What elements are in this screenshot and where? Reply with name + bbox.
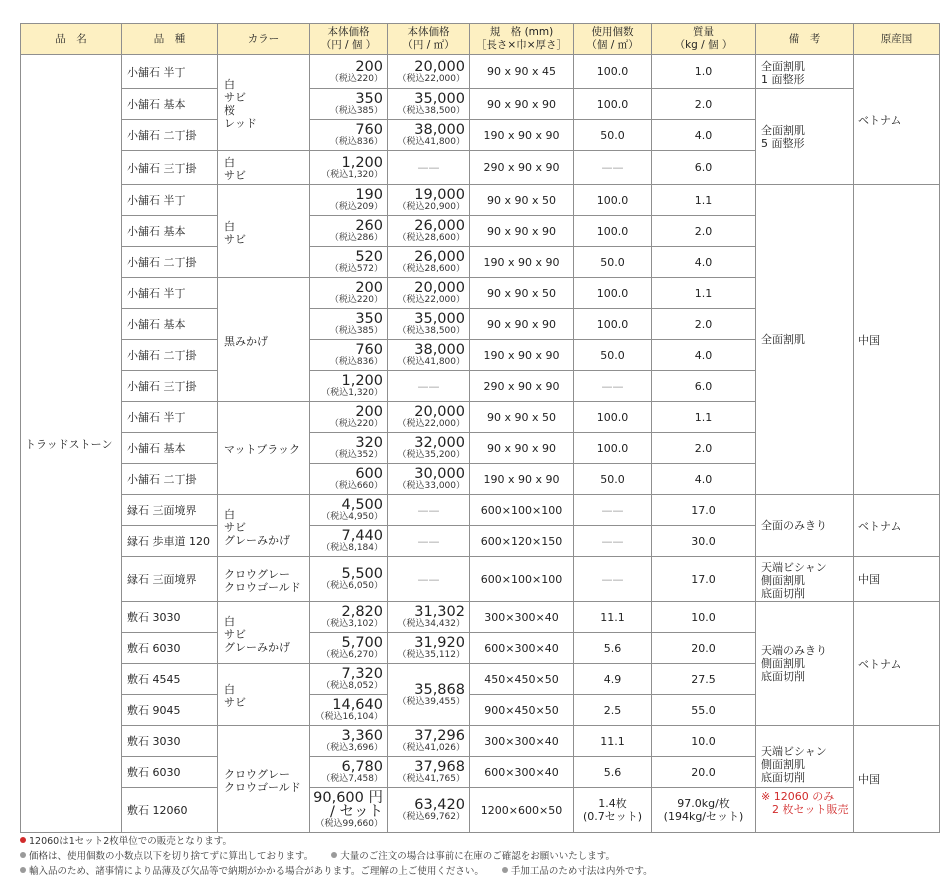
kind-cell: 敷石 6030 — [122, 633, 218, 664]
weight-cell: 27.5 — [652, 664, 756, 695]
kind-cell: 敷石 6030 — [122, 757, 218, 788]
m2-price-cell: 35,000 （税込38,500） — [388, 309, 470, 340]
spec-cell: 300×300×40 — [470, 602, 574, 633]
usage-cell: 50.0 — [574, 247, 652, 278]
m2-price-cell: 20,000 （税込22,000） — [388, 278, 470, 309]
unit-price-cell: 350 （税込385） — [310, 309, 388, 340]
m2-price-cell: 63,420 （税込69,762） — [388, 788, 470, 833]
unit-price-cell: 90,600 円 / セット （税込99,660） — [310, 788, 388, 833]
usage-cell: 100.0 — [574, 89, 652, 120]
kind-cell: 小舗石 基本 — [122, 89, 218, 120]
kind-cell: 縁石 三面境界 — [122, 557, 218, 602]
usage-cell: 2.5 — [574, 695, 652, 726]
weight-cell: 97.0kg/枚 (194kg/セット) — [652, 788, 756, 833]
color-cell: 白 サビ グレーみかげ — [218, 495, 310, 557]
weight-cell: 2.0 — [652, 89, 756, 120]
unit-price-cell: 760 （税込836） — [310, 120, 388, 151]
spec-cell: 90 x 90 x 90 — [470, 309, 574, 340]
weight-cell: 4.0 — [652, 247, 756, 278]
spec-cell: 300×300×40 — [470, 726, 574, 757]
m2-price-cell: 26,000 （税込28,600） — [388, 216, 470, 247]
spec-cell: 600×120×150 — [470, 526, 574, 557]
usage-cell: 100.0 — [574, 278, 652, 309]
m2-price-cell: 35,868 （税込39,455） — [388, 664, 470, 726]
product-name: トラッドストーン — [21, 55, 122, 833]
spec-cell: 190 x 90 x 90 — [470, 247, 574, 278]
col-header-name: 品 名 — [21, 24, 122, 55]
weight-cell: 17.0 — [652, 557, 756, 602]
usage-cell: 50.0 — [574, 340, 652, 371]
weight-cell: 10.0 — [652, 726, 756, 757]
kind-cell: 小舗石 二丁掛 — [122, 247, 218, 278]
spec-cell: 90 x 90 x 90 — [470, 433, 574, 464]
weight-cell: 4.0 — [652, 464, 756, 495]
unit-price-cell: 5,700 （税込6,270） — [310, 633, 388, 664]
weight-cell: 30.0 — [652, 526, 756, 557]
weight-cell: 1.1 — [652, 402, 756, 433]
usage-cell: 100.0 — [574, 55, 652, 89]
m2-price-cell: —— — [388, 557, 470, 602]
spec-cell: 90 x 90 x 90 — [470, 89, 574, 120]
m2-price-cell: 31,920 （税込35,112） — [388, 633, 470, 664]
color-cell: 白 サビ — [218, 151, 310, 185]
col-header-unit-price: 本体価格 （円 / 個 ） — [310, 24, 388, 55]
usage-cell: —— — [574, 526, 652, 557]
bullet-gray-icon — [331, 852, 337, 858]
kind-cell: 縁石 歩車道 120 — [122, 526, 218, 557]
spec-cell: 600×300×40 — [470, 757, 574, 788]
bullet-gray-icon — [20, 852, 26, 858]
spec-cell: 190 x 90 x 90 — [470, 120, 574, 151]
usage-cell: 11.1 — [574, 602, 652, 633]
footer-note-line — [20, 834, 939, 849]
spec-cell: 90 x 90 x 50 — [470, 402, 574, 433]
footer-note: 12060は1セット2枚単位での販売となります。 — [29, 836, 233, 847]
unit-price-cell: 7,440 （税込8,184） — [310, 526, 388, 557]
kind-cell: 小舗石 基本 — [122, 433, 218, 464]
m2-price-cell: 32,000 （税込35,200） — [388, 433, 470, 464]
spec-cell: 90 x 90 x 50 — [470, 185, 574, 216]
usage-cell: 1.4枚 (0.7セット) — [574, 788, 652, 833]
kind-cell: 敷石 12060 — [122, 788, 218, 833]
weight-cell: 55.0 — [652, 695, 756, 726]
unit-price-cell: 4,500 （税込4,950） — [310, 495, 388, 526]
unit-price-cell: 200 （税込220） — [310, 278, 388, 309]
weight-cell: 2.0 — [652, 216, 756, 247]
m2-price-cell: 20,000 （税込22,000） — [388, 402, 470, 433]
table-row — [21, 557, 940, 602]
bullet-gray-icon — [20, 867, 26, 873]
unit-price-cell: 200 （税込220） — [310, 402, 388, 433]
col-header-color: カラー — [218, 24, 310, 55]
usage-cell: 11.1 — [574, 726, 652, 757]
weight-cell: 1.0 — [652, 55, 756, 89]
col-header-spec: 規 格 (mm) ［長さ×巾×厚さ］ — [470, 24, 574, 55]
m2-price-cell: 38,000 （税込41,800） — [388, 340, 470, 371]
usage-cell: 5.6 — [574, 757, 652, 788]
m2-price-cell: 35,000 （税込38,500） — [388, 89, 470, 120]
bullet-gray-icon — [502, 867, 508, 873]
usage-cell: —— — [574, 151, 652, 185]
bullet-red-icon — [20, 837, 26, 843]
spec-cell: 90 x 90 x 45 — [470, 55, 574, 89]
spec-cell: 450×450×50 — [470, 664, 574, 695]
kind-cell: 小舗石 半丁 — [122, 278, 218, 309]
kind-cell: 小舗石 半丁 — [122, 402, 218, 433]
unit-price-cell: 5,500 （税込6,050） — [310, 557, 388, 602]
m2-price-cell: 19,000 （税込20,900） — [388, 185, 470, 216]
usage-cell: 100.0 — [574, 185, 652, 216]
table-row — [21, 55, 940, 89]
kind-cell: 小舗石 基本 — [122, 309, 218, 340]
spec-cell: 90 x 90 x 50 — [470, 278, 574, 309]
usage-cell: 100.0 — [574, 309, 652, 340]
unit-price-cell: 520 （税込572） — [310, 247, 388, 278]
kind-cell: 小舗石 三丁掛 — [122, 151, 218, 185]
color-cell: 黒みかげ — [218, 278, 310, 402]
origin-cell: 中国 — [854, 185, 940, 495]
weight-cell: 2.0 — [652, 433, 756, 464]
m2-price-cell: —— — [388, 371, 470, 402]
footer-notes — [20, 834, 939, 879]
m2-price-cell: —— — [388, 526, 470, 557]
color-cell: クロウグレー クロウゴールド — [218, 726, 310, 833]
usage-cell: 4.9 — [574, 664, 652, 695]
origin-cell: ベトナム — [854, 495, 940, 557]
origin-cell: ベトナム — [854, 602, 940, 726]
note-cell: 全面のみきり — [756, 495, 854, 557]
col-header-note: 備 考 — [756, 24, 854, 55]
m2-price-cell: 37,968 （税込41,765） — [388, 757, 470, 788]
unit-price-cell: 7,320 （税込8,052） — [310, 664, 388, 695]
footer-note-line — [20, 849, 939, 864]
origin-cell: 中国 — [854, 726, 940, 833]
usage-cell: —— — [574, 495, 652, 526]
usage-cell: 5.6 — [574, 633, 652, 664]
note-cell: 天端ビシャン 側面割肌 底面切削 — [756, 557, 854, 602]
col-header-weight: 質量 （kg / 個 ） — [652, 24, 756, 55]
table-row — [21, 89, 940, 120]
weight-cell: 2.0 — [652, 309, 756, 340]
spec-cell: 900×450×50 — [470, 695, 574, 726]
kind-cell: 敷石 3030 — [122, 726, 218, 757]
col-header-origin: 原産国 — [854, 24, 940, 55]
weight-cell: 6.0 — [652, 371, 756, 402]
price-table — [20, 23, 940, 833]
spec-cell: 600×300×40 — [470, 633, 574, 664]
note-cell: 天端ビシャン 側面割肌 底面切削 — [756, 726, 854, 788]
unit-price-cell: 760 （税込836） — [310, 340, 388, 371]
kind-cell: 小舗石 二丁掛 — [122, 464, 218, 495]
usage-cell: —— — [574, 371, 652, 402]
usage-cell: 100.0 — [574, 402, 652, 433]
m2-price-cell: 31,302 （税込34,432） — [388, 602, 470, 633]
unit-price-cell: 350 （税込385） — [310, 89, 388, 120]
m2-price-cell: —— — [388, 151, 470, 185]
note-cell: 天端のみきり 側面割肌 底面切削 — [756, 602, 854, 726]
weight-cell: 17.0 — [652, 495, 756, 526]
kind-cell: 小舗石 二丁掛 — [122, 340, 218, 371]
m2-price-cell: 37,296 （税込41,026） — [388, 726, 470, 757]
spec-cell: 190 x 90 x 90 — [470, 340, 574, 371]
unit-price-cell: 6,780 （税込7,458） — [310, 757, 388, 788]
spec-cell: 290 x 90 x 90 — [470, 371, 574, 402]
m2-price-cell: 38,000 （税込41,800） — [388, 120, 470, 151]
weight-cell: 20.0 — [652, 633, 756, 664]
weight-cell: 4.0 — [652, 120, 756, 151]
weight-cell: 20.0 — [652, 757, 756, 788]
color-cell: マットブラック — [218, 402, 310, 495]
col-header-m2-price: 本体価格 （円 / ㎡） — [388, 24, 470, 55]
footer-note: 輸入品のため、諸事情により品薄及び欠品等で納期がかかる場合があります。ご理解の上ご使用ください。 — [29, 866, 484, 877]
color-cell: 白 サビ — [218, 185, 310, 278]
note-cell: ※ 12060 のみ 2 枚セット販売 — [756, 788, 854, 833]
usage-cell: 100.0 — [574, 433, 652, 464]
weight-cell: 10.0 — [652, 602, 756, 633]
spec-cell: 290 x 90 x 90 — [470, 151, 574, 185]
unit-price-cell: 1,200 （税込1,320） — [310, 151, 388, 185]
usage-cell: 50.0 — [574, 120, 652, 151]
note-cell: 全面割肌 5 面整形 — [756, 89, 854, 185]
note-cell: 全面割肌 1 面整形 — [756, 55, 854, 89]
kind-cell: 縁石 三面境界 — [122, 495, 218, 526]
unit-price-cell: 200 （税込220） — [310, 55, 388, 89]
weight-cell: 1.1 — [652, 185, 756, 216]
usage-cell: 50.0 — [574, 464, 652, 495]
color-cell: 白 サビ — [218, 664, 310, 726]
kind-cell: 敷石 4545 — [122, 664, 218, 695]
weight-cell: 6.0 — [652, 151, 756, 185]
usage-cell: —— — [574, 557, 652, 602]
table-row — [21, 602, 940, 633]
unit-price-cell: 600 （税込660） — [310, 464, 388, 495]
kind-cell: 小舗石 半丁 — [122, 55, 218, 89]
table-row — [21, 726, 940, 757]
usage-cell: 100.0 — [574, 216, 652, 247]
kind-cell: 小舗石 二丁掛 — [122, 120, 218, 151]
color-cell: 白 サビ グレーみかげ — [218, 602, 310, 664]
color-cell: 白 サビ 桜 レッド — [218, 55, 310, 151]
spec-cell: 600×100×100 — [470, 495, 574, 526]
kind-cell: 敷石 3030 — [122, 602, 218, 633]
color-cell: クロウグレー クロウゴールド — [218, 557, 310, 602]
kind-cell: 小舗石 基本 — [122, 216, 218, 247]
note-cell: 全面割肌 — [756, 185, 854, 495]
unit-price-cell: 3,360 （税込3,696） — [310, 726, 388, 757]
origin-cell: 中国 — [854, 557, 940, 602]
unit-price-cell: 2,820 （税込3,102） — [310, 602, 388, 633]
kind-cell: 敷石 9045 — [122, 695, 218, 726]
unit-price-cell: 260 （税込286） — [310, 216, 388, 247]
table-row — [21, 788, 940, 833]
unit-price-cell: 320 （税込352） — [310, 433, 388, 464]
m2-price-cell: 30,000 （税込33,000） — [388, 464, 470, 495]
footer-note-line — [20, 864, 939, 879]
footer-note: 手加工品のため寸法は内外です。 — [510, 866, 653, 877]
origin-cell: ベトナム — [854, 55, 940, 185]
col-header-usage: 使用個数 （個 / ㎡） — [574, 24, 652, 55]
unit-price-cell: 1,200 （税込1,320） — [310, 371, 388, 402]
kind-cell: 小舗石 三丁掛 — [122, 371, 218, 402]
table-row — [21, 185, 940, 216]
m2-price-cell: 26,000 （税込28,600） — [388, 247, 470, 278]
header-row — [21, 24, 940, 55]
weight-cell: 4.0 — [652, 340, 756, 371]
kind-cell: 小舗石 半丁 — [122, 185, 218, 216]
table-row — [21, 495, 940, 526]
unit-price-cell: 190 （税込209） — [310, 185, 388, 216]
footer-note: 価格は、使用個数の小数点以下を切り捨てずに算出しております。 — [29, 851, 314, 862]
footer-note: 大量のご注文の場合は事前に在庫のご確認をお願いいたします。 — [340, 851, 615, 862]
m2-price-cell: 20,000 （税込22,000） — [388, 55, 470, 89]
spec-cell: 600×100×100 — [470, 557, 574, 602]
weight-cell: 1.1 — [652, 278, 756, 309]
spec-cell: 190 x 90 x 90 — [470, 464, 574, 495]
spec-cell: 1200×600×50 — [470, 788, 574, 833]
spec-cell: 90 x 90 x 90 — [470, 216, 574, 247]
m2-price-cell: —— — [388, 495, 470, 526]
col-header-kind: 品 種 — [122, 24, 218, 55]
unit-price-cell: 14,640 （税込16,104） — [310, 695, 388, 726]
